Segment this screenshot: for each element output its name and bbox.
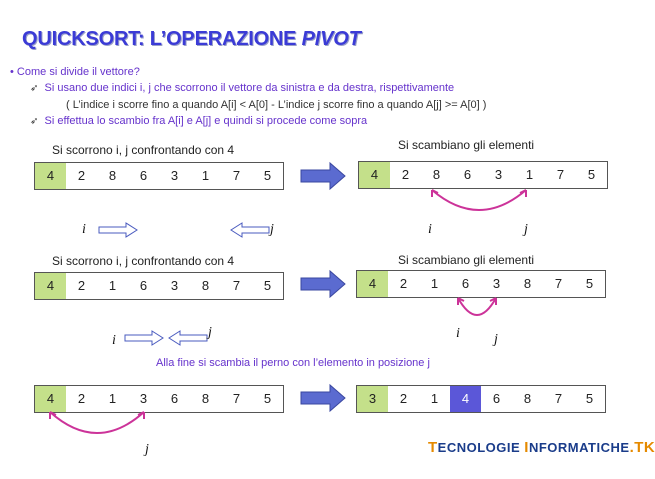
s1-cell-6: 7 (232, 168, 241, 183)
s5-cell-5: 8 (201, 391, 210, 406)
s4-cell-4: 3 (492, 276, 501, 291)
s2-cell-5: 1 (525, 167, 534, 182)
step1-arrow-left (230, 222, 270, 238)
s1-cell-1: 2 (77, 168, 86, 183)
step2-caption: Si scambiano gli elementi (398, 138, 535, 152)
s4-cell-1: 2 (399, 276, 408, 291)
site-logo: TECNOLOGIE INFORMATICHE.TK (428, 439, 655, 456)
s3-cell-3: 6 (139, 278, 148, 293)
intro-line-2: ( L’indice i scorre fino a quando A[i] < A[0] - L’indice j scorre fino a quando A[j] >= A[0] ) (66, 99, 487, 111)
s3-cell-0: 4 (35, 273, 66, 299)
step4-label-j: j (494, 332, 498, 347)
s3-cell-7: 5 (263, 278, 272, 293)
step2-array (358, 161, 608, 189)
s2-cell-2: 8 (432, 167, 441, 182)
s3-cell-1: 2 (77, 278, 86, 293)
s6-cell-5: 8 (523, 391, 532, 406)
s1-cell-5: 1 (201, 168, 210, 183)
s3-cell-5: 8 (201, 278, 210, 293)
s4-cell-6: 7 (554, 276, 563, 291)
step1-label-i: i (82, 222, 86, 237)
s3-cell-2: 1 (108, 278, 117, 293)
s5-cell-3: 3 (139, 391, 148, 406)
s1-cell-7: 5 (263, 168, 272, 183)
step-arrow-2 (300, 270, 346, 298)
s2-cell-7: 5 (587, 167, 596, 182)
page-title: QUICKSORT: L’OPERAZIONE PIVOT (22, 28, 361, 50)
step5-swap-arc (42, 410, 152, 440)
s5-cell-1: 2 (77, 391, 86, 406)
step3-label-j: j (208, 325, 212, 340)
s1-cell-0: 4 (35, 163, 66, 189)
step1-caption: Si scorrono i, j confrontando con 4 (52, 143, 235, 157)
s3-cell-4: 3 (170, 278, 179, 293)
step3-caption: Si scorrono i, j confrontando con 4 (52, 254, 235, 268)
step3-array (34, 272, 284, 300)
step1-array (34, 162, 284, 190)
s5-cell-4: 6 (170, 391, 179, 406)
step2-label-i: i (428, 222, 432, 237)
step4-caption: Si scambiano gli elementi (398, 253, 535, 267)
step3-label-i: i (112, 333, 116, 348)
step5-label-j: j (145, 442, 149, 457)
s6-cell-1: 2 (399, 391, 408, 406)
step2-label-j: j (524, 222, 528, 237)
final-note: Alla fine si scambia il perno con l’elemento in posizione j (156, 357, 430, 369)
s6-cell-7: 5 (585, 391, 594, 406)
intro-line-3: ➶ Si effettua lo scambio fra A[i] e A[j] e quindi si procede come sopra (30, 115, 368, 127)
s4-cell-0: 4 (357, 271, 388, 297)
step1-label-j: j (270, 222, 274, 237)
s6-cell-3: 4 (450, 386, 481, 412)
s1-cell-3: 6 (139, 168, 148, 183)
s6-cell-4: 6 (492, 391, 501, 406)
s5-cell-0: 4 (35, 386, 66, 412)
s2-cell-3: 6 (463, 167, 472, 182)
s6-cell-6: 7 (554, 391, 563, 406)
step5-array (34, 385, 284, 413)
s6-cell-0: 3 (357, 386, 388, 412)
s5-cell-2: 1 (108, 391, 117, 406)
s2-cell-6: 7 (556, 167, 565, 182)
s1-cell-4: 3 (170, 168, 179, 183)
s4-cell-7: 5 (585, 276, 594, 291)
s1-cell-2: 8 (108, 168, 117, 183)
s2-cell-0: 4 (359, 162, 390, 188)
intro-question: • Come si divide il vettore? (10, 66, 140, 78)
step3-arrow-right (124, 330, 164, 346)
step-arrow-3 (300, 384, 346, 412)
step4-label-i: i (456, 326, 460, 341)
step6-array (356, 385, 606, 413)
s2-cell-4: 3 (494, 167, 503, 182)
s5-cell-7: 5 (263, 391, 272, 406)
s4-cell-3: 6 (461, 276, 470, 291)
s6-cell-2: 1 (430, 391, 439, 406)
s5-cell-6: 7 (232, 391, 241, 406)
step4-array (356, 270, 606, 298)
s4-cell-2: 1 (430, 276, 439, 291)
s4-cell-5: 8 (523, 276, 532, 291)
s3-cell-6: 7 (232, 278, 241, 293)
step2-swap-arc (424, 188, 534, 218)
intro-line-1: ➶ Si usano due indici i, j che scorrono il vettore da sinistra e da destra, rispettivamente (30, 82, 455, 94)
s2-cell-1: 2 (401, 167, 410, 182)
step3-arrow-left (168, 330, 208, 346)
step1-arrow-right (98, 222, 138, 238)
step-arrow-1 (300, 162, 346, 190)
step4-swap-arc (452, 296, 502, 322)
